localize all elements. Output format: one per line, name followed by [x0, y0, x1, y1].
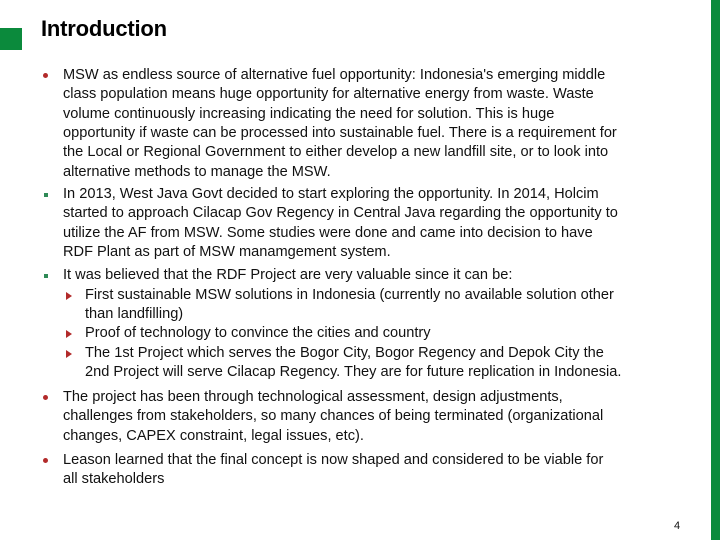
- bullet-text-line: MSW as endless source of alternative fuel opportunity: Indonesia's emerging middle: [63, 67, 606, 83]
- sub-bullet-text-line: Proof of technology to convince the cities and country: [85, 325, 431, 341]
- bullet-text-line: utilize the AF from MSW. Some studies were done and came into decision to have: [63, 224, 593, 241]
- bullet-text-line: It was believed that the RDF Project are very valuable since it can be:: [63, 267, 513, 283]
- bullet-text-line: changes, CAPEX constraint, legal issues, etc).: [63, 427, 364, 444]
- bullet-icon: [43, 395, 48, 400]
- bullet-text-line: started to approach Cilacap Gov Regency in Central Java regarding the opportunity to: [63, 205, 618, 222]
- right-accent-bar: [711, 0, 720, 540]
- bullet-text-line: alternative methods to manage the MSW.: [63, 163, 331, 180]
- bullet-text-line: opportunity if waste can be processed into sustainable fuel. There is a requirement for: [63, 124, 617, 141]
- sub-bullet-text-line: than landfilling): [85, 306, 184, 323]
- bullet-text-line: all stakeholders: [63, 471, 165, 488]
- sub-bullet-arrow-icon: [66, 350, 72, 358]
- sub-bullet-arrow-icon: [66, 292, 72, 300]
- bullet-text-line: In 2013, West Java Govt decided to start exploring the opportunity. In 2014, Holcim: [63, 186, 599, 202]
- bullet-text-line: class population means huge opportunity for alternative energy from waste. Waste: [63, 86, 594, 103]
- slide-title: Introduction: [41, 16, 167, 41]
- bullet-text-line: the Local or Regional Government to either develop a new landfill site, or to look into: [63, 144, 609, 161]
- sub-bullet-text-line: The 1st Project which serves the Bogor City, Bogor Regency and Depok City the: [85, 345, 604, 361]
- sub-bullet-text-line: 2nd Project will serve Cilacap Regency. They are for future replication in Indonesia.: [85, 364, 622, 381]
- bullet-text-line: challenges from stakeholders, so many chances of being terminated (organizational: [63, 408, 604, 425]
- bullet-text-line: RDF Plant as part of MSW manamgement system.: [63, 243, 391, 260]
- bullet-icon: [44, 193, 48, 197]
- bullet-text-line: volume continuously increasing indicating the need for solution. This is huge: [63, 105, 555, 122]
- sub-bullet-arrow-icon: [66, 330, 72, 338]
- bullet-icon: [44, 274, 48, 278]
- title-accent-square: [0, 28, 22, 50]
- sub-bullet-text-line: First sustainable MSW solutions in Indonesia (currently no available solution other: [85, 287, 614, 303]
- bullet-text-line: The project has been through technological assessment, design adjustments,: [63, 389, 563, 405]
- bullet-icon: [43, 73, 48, 78]
- bullet-icon: [43, 458, 48, 463]
- bullet-text-line: Leason learned that the final concept is now shaped and considered to be viable for: [63, 452, 604, 468]
- page-number: 4: [674, 520, 681, 532]
